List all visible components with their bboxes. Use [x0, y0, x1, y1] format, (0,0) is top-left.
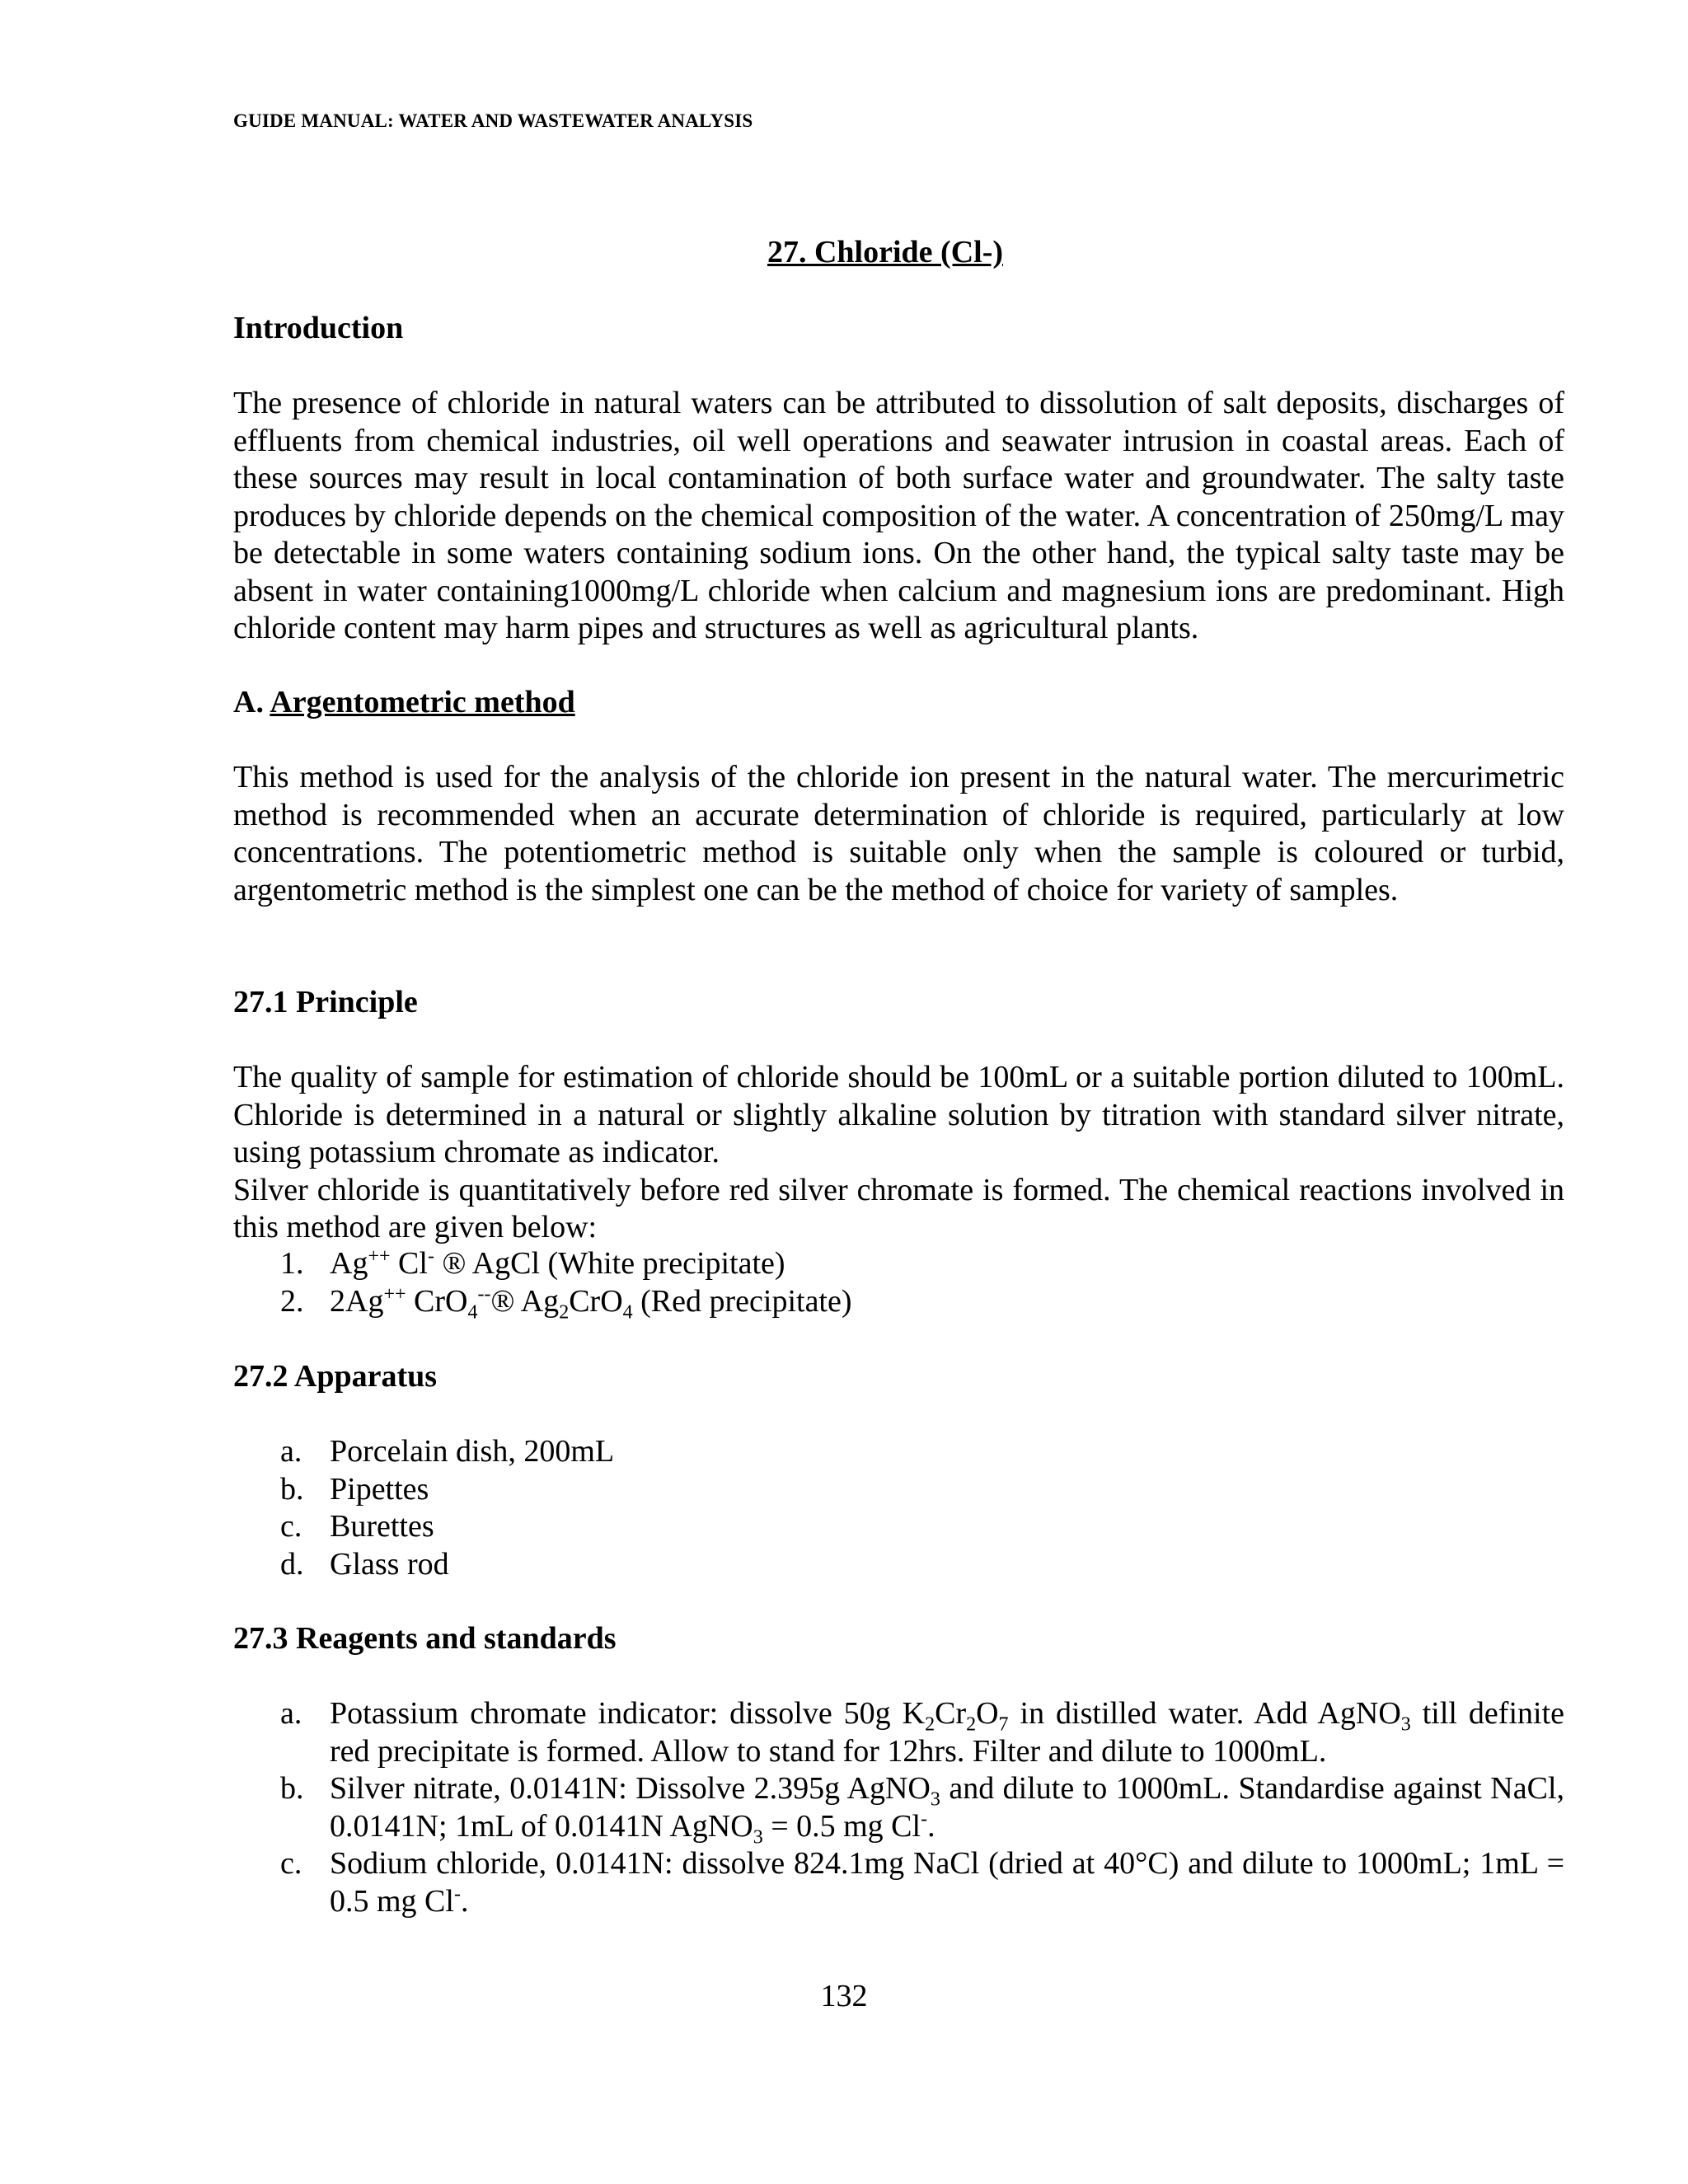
reagents-list [280, 1695, 1564, 1920]
method-a-text: This method is used for the analysis of the chloride ion present in the natural water. The mercurimetric method is recommended when an accurate determination of chloride is required, particularly at low concentrations. The potentiometric method is suitable only when the sample is coloured or turbid, argentometric method is the simplest one can be the method of choice for variety of samples. [233, 760, 1564, 907]
list-marker: 1. [280, 1246, 304, 1281]
apparatus-heading: 27.2 Apparatus [233, 1359, 438, 1394]
list-item-text: Burettes [330, 1509, 434, 1544]
reaction-2: 2Ag++ CrO$_4$--® $Ag_2CrO_4$ (Red precipitate) [330, 1282, 852, 1324]
page-number: 132 [820, 1979, 868, 2013]
list-item-text: Porcelain dish, 200mL [330, 1434, 615, 1469]
list-item [280, 1845, 1564, 1920]
list-item [280, 1546, 1564, 1584]
list-marker: a. [280, 1434, 302, 1469]
apparatus-list [280, 1433, 1564, 1583]
list-item [280, 1508, 1564, 1546]
list-marker: b. [280, 1771, 304, 1806]
principle-heading: 27.1 Principle [233, 985, 418, 1019]
list-item [280, 1770, 1565, 1849]
reagent-sodium-chloride: Sodium chloride, 0.0141N: dissolve 824.1mg NaCl (dried at 40°C) and dilute to 1000mL; 1mL = 0.5 mg Cl-. [330, 1846, 1564, 1919]
list-item [280, 1433, 1564, 1471]
method-a-paragraph [233, 759, 1564, 909]
reagent-silver-nitrate: Silver nitrate, 0.0141N: Dissolve 2.395g AgNO$_3$ and dilute to 1000mL. Standardise against NaCl, 0.0141N; 1mL of 0.0141N AgNO$_3$ = 0.5 mg Cl-. [330, 1771, 1565, 1849]
reaction-1: Ag++ Cl- ® AgCl (White precipitate) [330, 1245, 785, 1281]
principle-text-1: The quality of sample for estimation of chloride should be 100mL or a suitable portion diluted to 100mL. Chloride is determined in a natural or slightly alkaline solution by titration with standard silver nitrate, using potassium chromate as indicator. [233, 1060, 1564, 1169]
list-marker: a. [280, 1696, 302, 1731]
method-a-title: Argentometric method [270, 685, 575, 719]
list-marker: d. [280, 1546, 304, 1582]
method-a-heading [233, 684, 575, 720]
reagent-potassium-chromate: Potassium chromate indicator: dissolve 50g $K_2Cr_2O_7$ in distilled water. Add AgNO$_3$ till definite red precipitate is formed. Allow to stand for 12hrs. Filter and dilute to 1000mL. [330, 1696, 1564, 1769]
principle-text-2: Silver chloride is quantitatively before red silver chromate is formed. The chemical reactions involved in this method are given below: [233, 1172, 1564, 1244]
chapter-title: 27. Chloride (Cl-) [767, 235, 1004, 269]
principle-paragraph [233, 1059, 1564, 1247]
list-item [280, 1245, 1564, 1283]
list-marker: c. [280, 1846, 302, 1881]
list-item [280, 1471, 1564, 1509]
list-item-text: Pipettes [330, 1471, 429, 1507]
introduction-paragraph [233, 385, 1564, 648]
list-item [280, 1695, 1564, 1770]
reaction-list [280, 1245, 1564, 1324]
list-marker: 2. [280, 1283, 304, 1319]
list-marker: c. [280, 1509, 302, 1544]
reagents-heading: 27.3 Reagents and standards [233, 1621, 617, 1656]
running-head: GUIDE MANUAL: WATER AND WASTEWATER ANALYSIS [233, 110, 753, 131]
method-a-prefix: A. [233, 685, 264, 719]
list-marker: b. [280, 1471, 304, 1507]
introduction-heading: Introduction [233, 311, 404, 345]
introduction-text: The presence of chloride in natural waters can be attributed to dissolution of salt deposits, discharges of effluents from chemical industries, oil well operations and seawater intrusion in coastal areas. Each of these sources may result in local contamination of both surface water and groundwater. The salty taste produces by chloride depends on the chemical composition of the water. A concentration of 250mg/L may be detectable in some waters containing sodium ions. On the other hand, the typical salty taste may be absent in water containing1000mg/L chloride when calcium and magnesium ions are predominant. High chloride content may harm pipes and structures as well as agricultural plants. [233, 386, 1564, 645]
list-item-text: Glass rod [330, 1546, 449, 1582]
list-item [280, 1282, 1564, 1324]
